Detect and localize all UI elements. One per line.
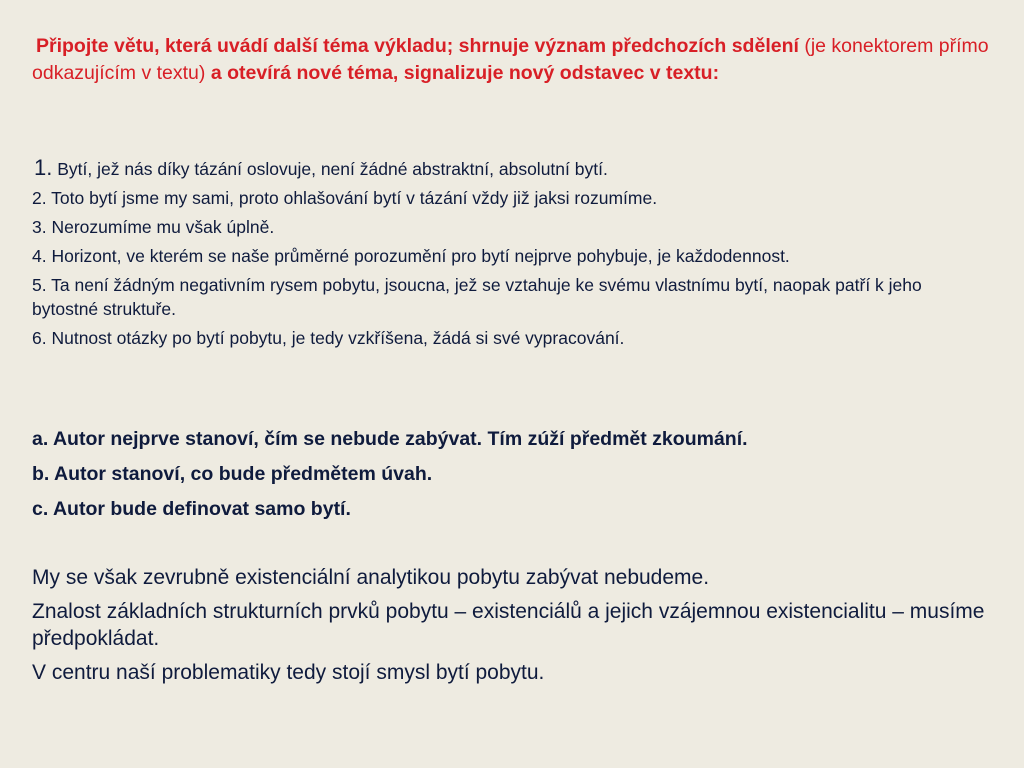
task-instruction [32,33,1000,87]
sentence-6 [32,326,992,350]
closing-paragraphs [32,564,992,693]
closing-sentence-2: Znalost základních strukturních prvků pobytu – existenciálů a jejich vzájemnou existencialitu – musíme předpokládat. [32,600,985,650]
sentence-1 [32,156,992,181]
option-a: a. Autor nejprve stanoví, čím se nebude zabývat. Tím zúží předmět zkoumání. [32,428,748,450]
closing-sentence-1: My se však zevrubně existenciální analytikou pobytu zabývat nebudeme. [32,566,710,589]
sentence-2 [32,186,992,210]
sentence-text: Bytí, jež nás díky tázání oslovuje, není žádné abstraktní, absolutní bytí. [52,159,608,179]
task-normal-part: (je konektorem přímo odkazujícím v textu) [32,35,989,84]
sentence-5 [32,273,992,321]
sentence-3 [32,215,992,239]
sentence-text: Nerozumíme mu však úplně. [46,217,275,237]
closing-sentence-3: V centru naší problematiky tedy stojí smysl bytí pobytu. [32,661,545,684]
sentence-number: 5. [32,275,47,295]
sentence-4 [32,244,992,268]
sentence-number: 3. [32,217,47,237]
sentence-text: Ta není žádným negativním rysem pobytu, jsoucna, jež se vztahuje ke svému vlastnímu bytí, naopak patří k jeho bytostné struktuře. [32,275,922,319]
task-bold-part-2: a otevírá nové téma, signalizuje nový odstavec v textu: [210,62,720,84]
option-b: b. Autor stanoví, co bude předmětem úvah. [32,463,433,485]
option-c: c. Autor bude definovat samo bytí. [32,498,351,520]
numbered-sentences [32,156,992,355]
task-bold-part-1: Připojte větu, která uvádí další téma výkladu; shrnuje význam předchozích sdělení [36,35,799,57]
sentence-text: Horizont, ve kterém se naše průměrné porozumění pro bytí nejprve pohybuje, je každodennost. [46,246,790,266]
sentence-text: Nutnost otázky po bytí pobytu, je tedy vzkříšena, žádá si své vypracování. [46,328,625,348]
sentence-text: Toto bytí jsme my sami, proto ohlašování bytí v tázání vždy již jaksi rozumíme. [46,188,658,208]
sentence-number: 6. [32,328,47,348]
sentence-number: 1. [34,155,53,180]
sentence-number: 4. [32,246,47,266]
sentence-number: 2. [32,188,47,208]
answer-options [32,427,992,532]
